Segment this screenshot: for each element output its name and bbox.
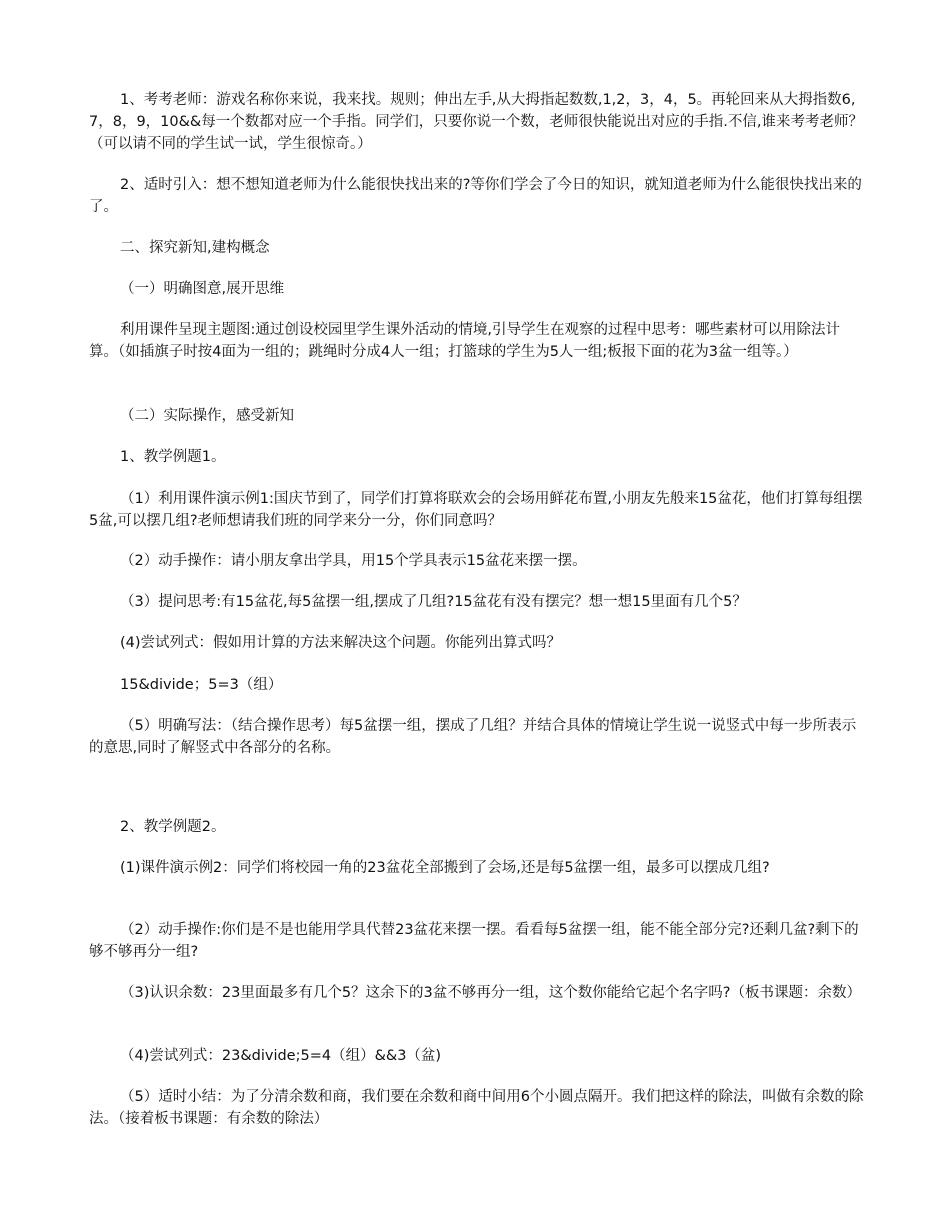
equation-15-divide-5: 15&divide；5=3（组） bbox=[120, 677, 283, 693]
heading-example-2: 2、教学例题2。 bbox=[120, 819, 226, 835]
paragraph-quiz-teacher: 1、考考老师：游戏名称你来说，我来找。规则；伸出左手,从大拇指起数数,1,2，3，4，5。再轮回来从大拇指数6,7，8，9，10&&每一个数都对应一个手指。同学们，只要你说一个数，老师很快能说出对应的手指.不信,谁来考考老师？（可以请不同的学生试一试，学生很惊奇。） bbox=[89, 92, 863, 152]
paragraph-example-1-step-3: （3）提问思考:有15盆花,每5盆摆一组,摆成了几组?15盆花有没有摆完？想一想15里面有几个5？ bbox=[120, 594, 747, 610]
paragraph-example-1-step-2: （2）动手操作：请小朋友拿出学具，用15个学具表示15盆花来摆一摆。 bbox=[120, 553, 587, 569]
subsection-heading-practice: （二）实际操作，感受新知 bbox=[120, 408, 294, 424]
paragraph-example-1-step-4: (4)尝试列式：假如用计算的方法来解决这个问题。你能列出算式吗？ bbox=[120, 635, 562, 651]
paragraph-theme-image: 利用课件呈现主题图:通过创设校园里学生课外活动的情境,引导学生在观察的过程中思考：哪些素材可以用除法计算。（如插旗子时按4面为一组的；跳绳时分成4人一组；打篮球的学生为5人一组;板报下面的花为3盆一组等。） bbox=[89, 322, 840, 360]
subsection-heading-clarify: （一）明确图意,展开思维 bbox=[120, 281, 285, 297]
section-heading-explore: 二、探究新知,建构概念 bbox=[120, 240, 270, 256]
equation-23-divide-5: （4)尝试列式：23&divide;5=4（组）&&3（盆) bbox=[120, 1048, 442, 1064]
paragraph-example-2-step-3: （3)认识余数：23里面最多有几个5？这余下的3盆不够再分一组，这个数你能给它起个名字吗?（板书课题：余数） bbox=[120, 985, 861, 1001]
paragraph-timely-intro: 2、适时引入：想不想知道老师为什么能很快找出来的?等你们学会了今日的知识，就知道老师为什么能很快找出来的了。 bbox=[89, 177, 862, 215]
paragraph-example-1-step-5: （5）明确写法：（结合操作思考）每5盆摆一组，摆成了几组？并结合具体的情境让学生说一说竖式中每一步所表示的意思,同时了解竖式中各部分的名称。 bbox=[89, 718, 857, 756]
heading-example-1: 1、教学例题1。 bbox=[120, 449, 226, 465]
paragraph-example-2-step-2: （2）动手操作:你们是不是也能用学具代替23盆花来摆一摆。看看每5盆摆一组，能不能全部分完?还剩几盆?剩下的够不够再分一组? bbox=[89, 922, 859, 960]
paragraph-example-2-summary: （5）适时小结：为了分清余数和商，我们要在余数和商中间用6个小圆点隔开。我们把这样的除法，叫做有余数的除法。（接着板书课题：有余数的除法） bbox=[89, 1089, 864, 1127]
paragraph-example-1-step-1: （1）利用课件演示例1:国庆节到了，同学们打算将联欢会的会场用鲜花布置,小朋友先般来15盆花，他们打算每组摆5盆,可以摆几组?老师想请我们班的同学来分一分，你们同意吗？ bbox=[89, 491, 863, 529]
paragraph-example-2-step-1: (1)课件演示例2：同学们将校园一角的23盆花全部搬到了会场,还是每5盆摆一组，最多可以摆成几组? bbox=[120, 860, 770, 876]
